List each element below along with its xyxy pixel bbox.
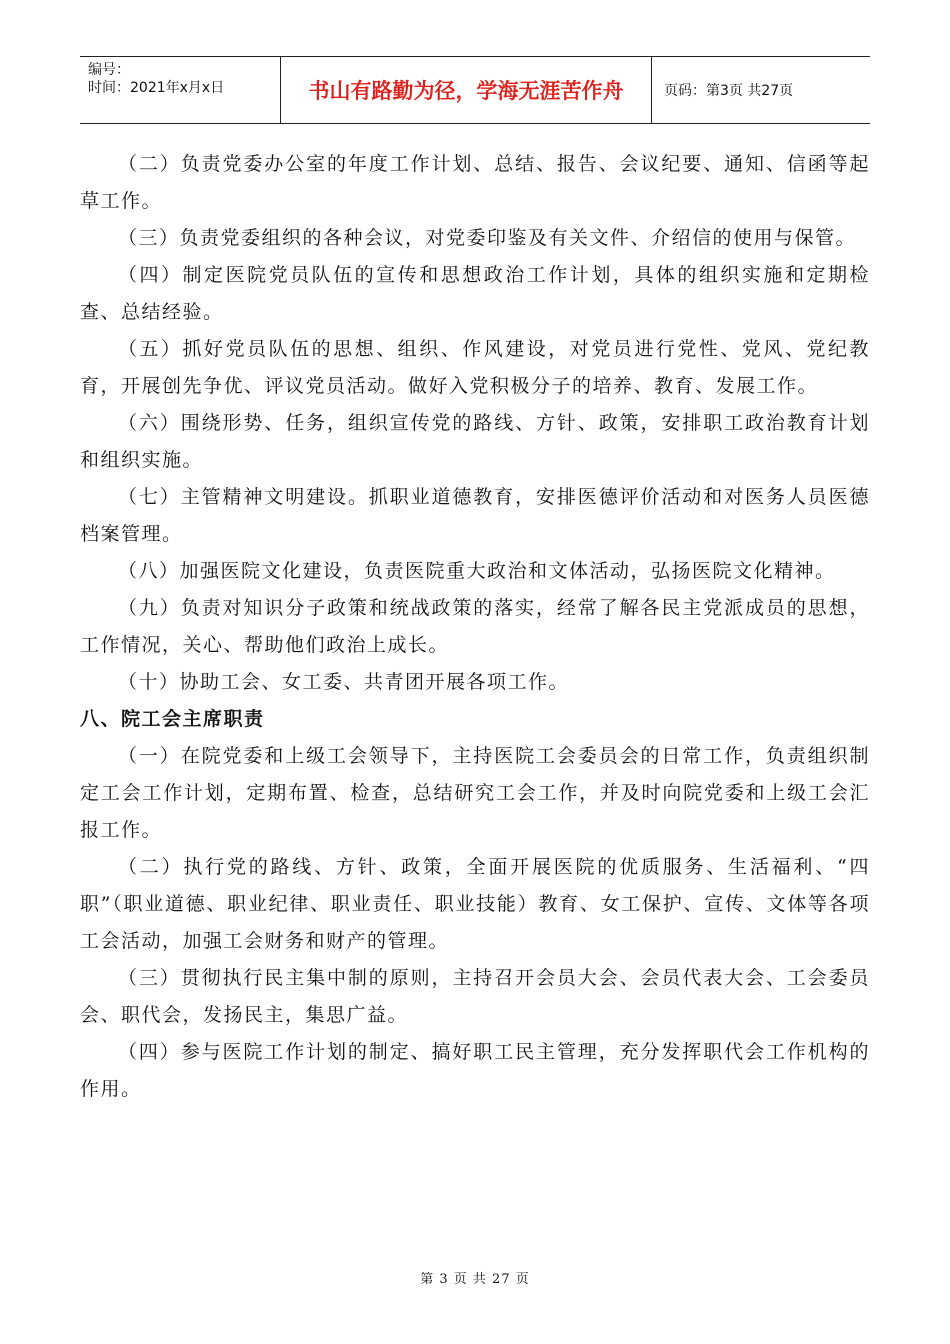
union-paragraph-3: （三）贯彻执行民主集中制的原则，主持召开会员大会、会员代表大会、工会委员会、职代会，发扬民主，集思广益。	[80, 967, 870, 1026]
union-paragraph-2: （二）执行党的路线、方针、政策，全面开展医院的优质服务、生活福利、“四职”（职业道德、职业纪律、职业责任、职业技能）教育、女工保护、宣传、文体等各项工会活动，加强工会财务和财产的管理。	[80, 856, 870, 952]
date-label: 时间：2021年x月x日	[88, 80, 225, 96]
page-header	[80, 56, 870, 124]
paragraph-7: （七）主管精神文明建设。抓职业道德教育，安排医德评价活动和对医务人员医德档案管理。	[80, 486, 870, 545]
header-motto: 书山有路勤为径，学海无涯苦作舟	[280, 57, 652, 123]
section-heading: 八、院工会主席职责	[80, 708, 265, 730]
paragraph-5: （五）抓好党员队伍的思想、组织、作风建设，对党员进行党性、党风、党纪教育，开展创先争优、评议党员活动。做好入党积极分子的培养、教育、发展工作。	[80, 338, 870, 397]
serial-number-label: 编号：	[88, 62, 130, 78]
paragraph-10: （十）协助工会、女工委、共青团开展各项工作。	[118, 671, 570, 693]
paragraph-8: （八）加强医院文化建设，负责医院重大政治和文体活动，弘扬医院文化精神。	[118, 560, 836, 582]
header-meta	[80, 57, 280, 123]
header-page-info: 页码：第3页 共27页	[664, 83, 794, 99]
document-body	[80, 146, 870, 1108]
union-paragraph-4: （四）参与医院工作计划的制定、搞好职工民主管理，充分发挥职代会工作机构的作用。	[80, 1041, 870, 1100]
paragraph-3: （三）负责党委组织的各种会议，对党委印鉴及有关文件、介绍信的使用与保管。	[118, 227, 857, 249]
paragraph-6: （六）围绕形势、任务，组织宣传党的路线、方针、政策，安排职工政治教育计划和组织实施。	[80, 412, 870, 471]
paragraph-9: （九）负责对知识分子政策和统战政策的落实，经常了解各民主党派成员的思想，工作情况，关心、帮助他们政治上成长。	[80, 597, 870, 656]
paragraph-4: （四）制定医院党员队伍的宣传和思想政治工作计划，具体的组织实施和定期检查、总结经验。	[80, 264, 870, 323]
paragraph-2: （二）负责党委办公室的年度工作计划、总结、报告、会议纪要、通知、信函等起草工作。	[80, 153, 870, 212]
union-paragraph-1: （一）在院党委和上级工会领导下，主持医院工会委员会的日常工作，负责组织制定工会工作计划，定期布置、检查，总结研究工会工作，并及时向院党委和上级工会汇报工作。	[80, 745, 870, 841]
page-footer: 第 3 页 共 27 页	[420, 1272, 530, 1287]
